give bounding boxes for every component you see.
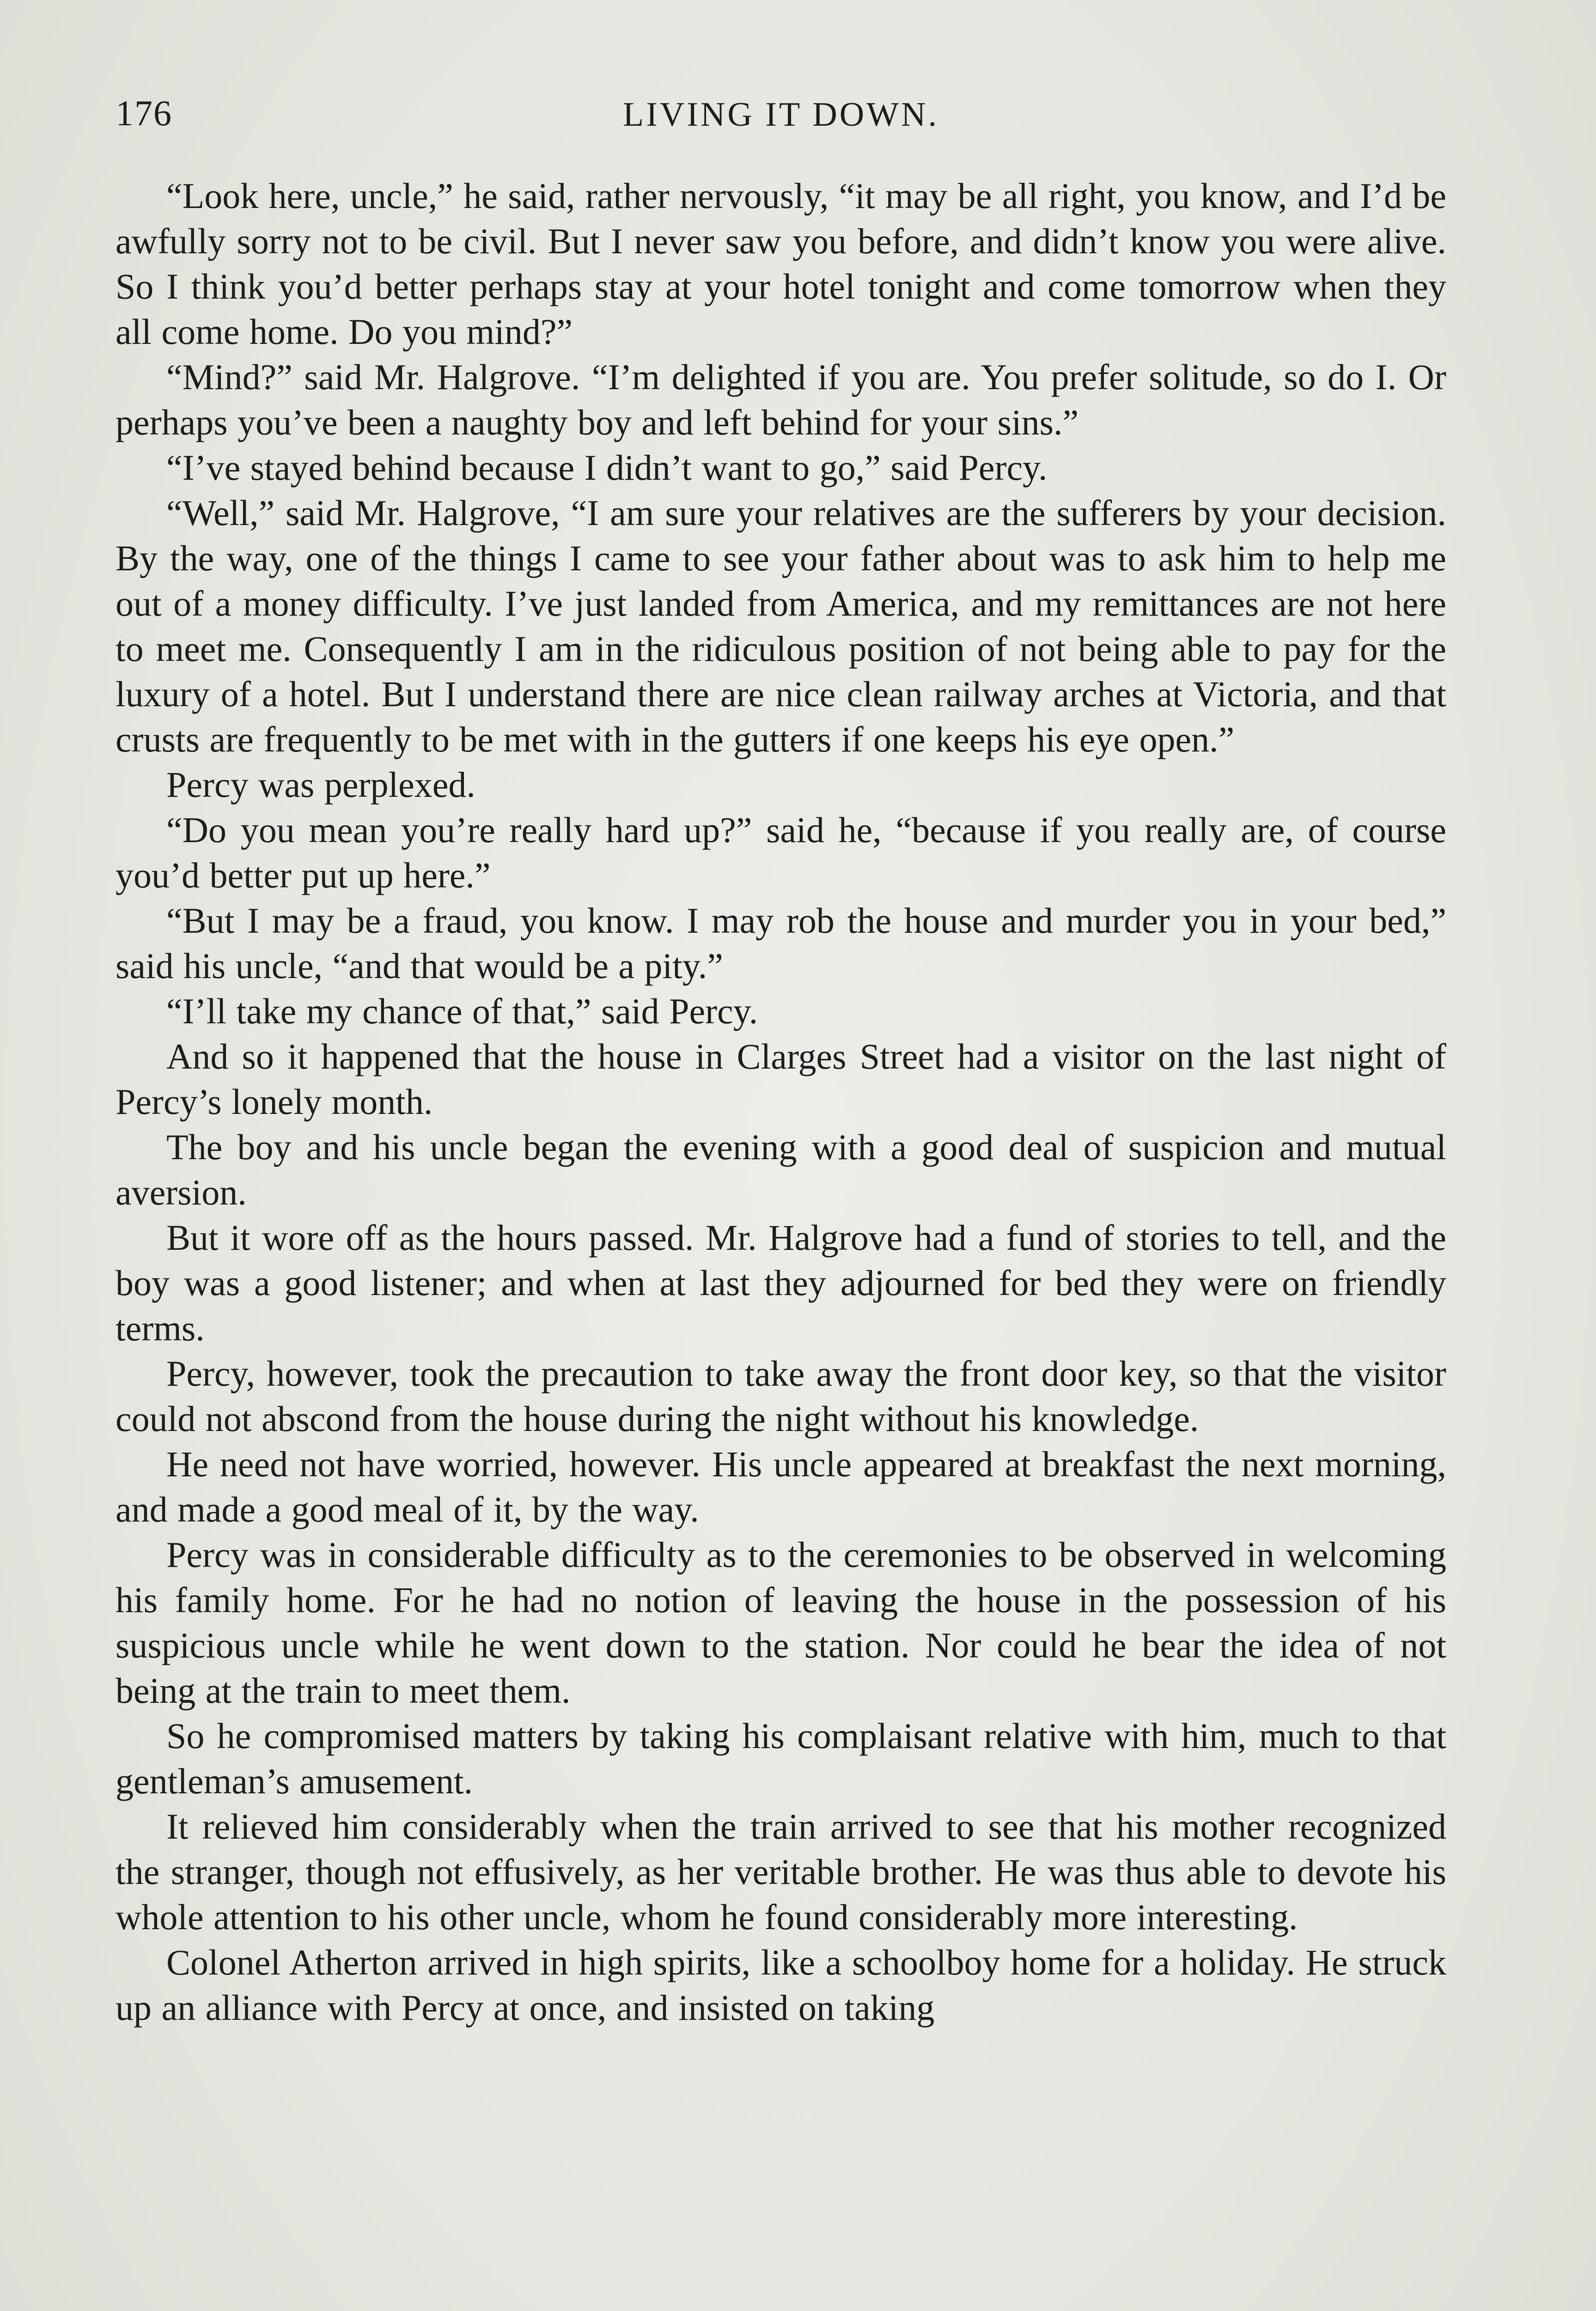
paragraph: So he compromised matters by taking his complaisant relative with him, much to that gentleman’s amusement. xyxy=(116,1716,1446,1801)
body-text xyxy=(116,173,1446,2030)
page-number: 176 xyxy=(116,93,172,133)
paragraph: And so it happened that the house in Clarges Street had a visitor on the last night of Percy’s lonely month. xyxy=(116,1036,1446,1122)
paragraph: “Look here, uncle,” he said, rather nervously, “it may be all right, you know, and I’d be awfully sorry not to be civil. But I never saw you before, and didn’t know you were alive. So I think you’d better perhaps stay at your hotel tonight and come tomorrow when they all come home. Do you mind?” xyxy=(116,176,1446,352)
paragraph: But it wore off as the hours passed. Mr. Halgrove had a fund of stories to tell, and the boy was a good listener; and when at last they adjourned for bed they were on friendly terms. xyxy=(116,1217,1446,1348)
paragraph: “Do you mean you’re really hard up?” said he, “because if you really are, of course you’d better put up here.” xyxy=(116,810,1446,895)
paragraph: “Well,” said Mr. Halgrove, “I am sure your relatives are the sufferers by your decision. By the way, one of the things I came to see your father about was to ask him to help me out of a money difficulty. I’ve just landed from America, and my remittances are not here to meet me. Consequently I am in the ridiculous position of not being able to pay for the luxury of a hotel. But I understand there are nice clean railway arches at Victoria, and that crusts are frequently to be met with in the gutters if one keeps his eye open.” xyxy=(116,493,1446,759)
paragraph: He need not have worried, however. His uncle appeared at breakfast the next morning, and made a good meal of it, by the way. xyxy=(116,1444,1446,1529)
paragraph: “I’ll take my chance of that,” said Percy. xyxy=(166,991,758,1031)
paragraph: Colonel Atherton arrived in high spirits, like a schoolboy home for a holiday. He struck up an alliance with Percy at once, and insisted on taking xyxy=(116,1942,1446,2028)
paragraph: “I’ve stayed behind because I didn’t want to go,” said Percy. xyxy=(166,447,1048,488)
page-header xyxy=(116,92,1446,143)
paragraph: It relieved him considerably when the train arrived to see that his mother recognized the stranger, though not effusively, as her veritable brother. He was thus able to devote his whole attention to his other uncle, whom he found considerably more interesting. xyxy=(116,1806,1446,1937)
paragraph: The boy and his uncle began the evening with a good deal of suspicion and mutual aversion. xyxy=(116,1127,1446,1212)
paragraph: Percy was perplexed. xyxy=(166,764,475,805)
paragraph: “Mind?” said Mr. Halgrove. “I’m delighted if you are. You prefer solitude, so do I. Or perhaps you’ve been a naughty boy and left behind for your sins.” xyxy=(116,357,1446,442)
paragraph: Percy was in considerable difficulty as to the ceremonies to be observed in welcoming his family home. For he had no notion of leaving the house in the possession of his suspicious uncle while he went down to the station. Nor could he bear the idea of not being at the train to meet them. xyxy=(116,1535,1446,1711)
paragraph: Percy, however, took the precaution to take away the front door key, so that the visitor could not abscond from the house during the night without his knowledge. xyxy=(116,1353,1446,1439)
running-head: LIVING IT DOWN. xyxy=(623,96,939,134)
paragraph: “But I may be a fraud, you know. I may rob the house and murder you in your bed,” said his uncle, “and that would be a pity.” xyxy=(116,900,1446,986)
